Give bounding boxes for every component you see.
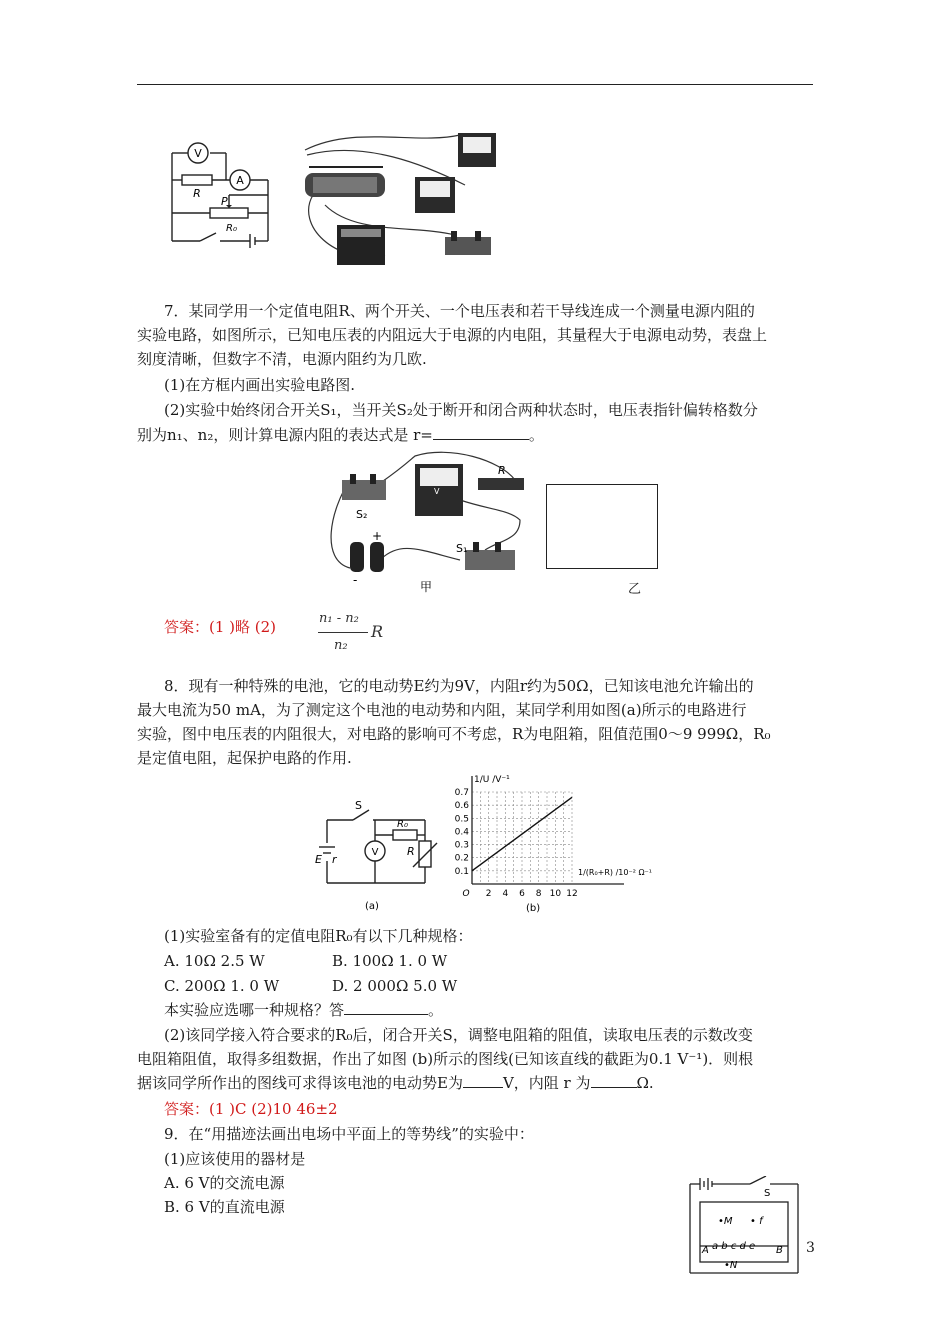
- y-tick-label: 0.5: [454, 814, 469, 825]
- switch-s-label: S: [764, 1188, 771, 1199]
- ammeter-label: A: [236, 174, 244, 187]
- q7-line3: 刻度清晰，但数字不清，电源内阻约为几欧.: [137, 350, 427, 368]
- emf-answer-blank[interactable]: [463, 1087, 503, 1088]
- switch-s-label: S: [355, 799, 362, 812]
- q7-answer-numerator: n₁ - n₂: [319, 611, 359, 626]
- q9-opt-b: B. 6 V的直流电源: [164, 1198, 285, 1216]
- q7-answer-fraction-bar: [318, 632, 368, 633]
- q9-line1: 9．在“用描迹法画出电场中平面上的等势线”的实验中：: [164, 1125, 534, 1143]
- q8-sub2a: (2)该同学接入符合要求的R₀后，闭合开关S，调整电阻箱的阻值，读取电压表的示数改变: [164, 1026, 753, 1044]
- q7-answer-box-yi: [546, 484, 658, 569]
- y-tick-label: 0.2: [454, 853, 469, 864]
- resistor-r-label: R: [498, 464, 506, 477]
- q8-circuit-a: [315, 795, 450, 915]
- internal-r-label: r: [332, 853, 337, 866]
- chart-x-title: 1/(R₀+R) /10⁻² Ω⁻¹: [578, 868, 652, 877]
- voltmeter-label: V: [194, 147, 202, 160]
- q8-sub2b: 电阻箱阻值，取得多组数据，作出了如图 (b)所示的图线(已知该直线的截距为0.1 V⁻¹)．则根: [137, 1050, 754, 1068]
- x-tick-label: 6: [519, 889, 525, 899]
- battery-minus-label: -: [353, 573, 358, 587]
- figure-jia-caption: 甲: [420, 580, 433, 594]
- rheostat-label: R₀: [226, 223, 237, 234]
- q7-answer: 答案：(1 )略 (2): [164, 618, 277, 636]
- q8-ask-text: 本实验应选哪一种规格？答: [164, 1001, 345, 1019]
- figure-yi-caption: 乙: [628, 582, 642, 597]
- chart-grid: [472, 792, 572, 884]
- x-tick-label: 4: [502, 889, 509, 899]
- resistance-box-label: R: [407, 845, 415, 858]
- slider-label: P: [221, 195, 228, 208]
- q7-sub2a: (2)实验中始终闭合开关S₁，当开关S₂处于断开和闭合两种状态时，电压表指针偏转格数分: [164, 401, 758, 419]
- r0-label: R₀: [397, 819, 408, 830]
- q9-sub1: (1)应该使用的器材是: [164, 1150, 306, 1168]
- figure-b-caption: (b): [526, 903, 541, 914]
- q8-opt-c: C. 200Ω 1. 0 W: [164, 977, 280, 995]
- electrode-a-label: A: [702, 1245, 709, 1256]
- q7-sub1: (1)在方框内画出实验电路图.: [164, 376, 356, 394]
- points-abcde-label: a b c d e: [712, 1241, 756, 1252]
- q8-sub2c-text3: Ω.: [636, 1074, 654, 1092]
- chart-y-ticks: [455, 788, 470, 877]
- spec-answer-blank[interactable]: [344, 1014, 428, 1015]
- q9-opt-a: A. 6 V的交流电源: [164, 1174, 285, 1192]
- q8-line4: 是定值电阻，起保护电路的作用.: [137, 749, 352, 767]
- q8-graph-b: [448, 772, 658, 917]
- voltmeter-v-label: V: [434, 487, 440, 496]
- electrode-b-label: B: [776, 1245, 783, 1256]
- q7-answer-r: R: [371, 622, 384, 641]
- chart-y-title: 1/U /V⁻¹: [474, 775, 510, 785]
- battery-plus-label: +: [372, 529, 383, 543]
- switch-s2-label: S₂: [356, 508, 368, 521]
- point-f-label: • f: [750, 1216, 763, 1227]
- q8-opt-b: B. 100Ω 1. 0 W: [332, 952, 448, 970]
- y-tick-label: 0.1: [454, 866, 469, 877]
- page-number: 3: [806, 1240, 815, 1256]
- q8-sub2c: [137, 1072, 654, 1094]
- q8-sub1: (1)实验室备有的定值电阻R₀有以下几种规格：: [164, 927, 473, 945]
- x-tick-label: 12: [566, 889, 578, 899]
- q8-line3: 实验，图中电压表的内阻很大，对电路的影响可不考虑，R为电阻箱，阻值范围0～9 999Ω，R₀: [137, 725, 771, 743]
- y-tick-label: 0.6: [454, 801, 469, 812]
- top-circuit-diagram: [160, 135, 290, 250]
- figure-a-caption: (a): [365, 901, 379, 912]
- q7-sub2b: [137, 424, 544, 446]
- voltmeter-label: V: [371, 847, 379, 858]
- q8-opt-d: D. 2 000Ω 5.0 W: [332, 977, 458, 995]
- answer-blank[interactable]: [433, 439, 529, 440]
- q7-apparatus-jia: [320, 450, 530, 595]
- emf-label: E: [315, 853, 322, 866]
- q8-opt-a: A. 10Ω 2.5 W: [164, 952, 265, 970]
- q8-ask: [164, 999, 443, 1021]
- x-tick-label: 10: [549, 889, 562, 899]
- switch-s1-label: S₁: [456, 542, 468, 555]
- y-tick-label: 0.3: [454, 840, 469, 851]
- resistance-answer-blank[interactable]: [591, 1087, 637, 1088]
- q7-sub2-end: 。: [528, 426, 544, 444]
- chart-x-ticks: [462, 889, 577, 899]
- q8-sub2c-text1: 据该同学所作出的图线可求得该电池的电动势E为: [137, 1074, 463, 1092]
- point-n-label: •N: [724, 1260, 738, 1271]
- q7-line1: 7．某同学用一个定值电阻R、两个开关、一个电压表和若干导线连成一个测量电源内阻的: [164, 302, 755, 320]
- x-tick-label: O: [462, 889, 470, 899]
- q8-sub2c-text2: V，内阻 r 为: [502, 1074, 591, 1092]
- q8-ask-end: 。: [428, 1001, 444, 1019]
- apparatus-illustration: [295, 125, 505, 270]
- q7-answer-denominator: n₂: [334, 638, 348, 653]
- q8-line1: 8．现有一种特殊的电池，它的电动势E约为9V，内阻r约为50Ω，已知该电池允许输出的: [164, 677, 754, 695]
- q7-sub2b-text: 别为n₁、n₂，则计算电源内阻的表达式是 r=: [137, 426, 433, 444]
- point-m-label: •M: [718, 1216, 733, 1227]
- q8-answer: 答案：(1 )C (2)10 46±2: [164, 1100, 338, 1118]
- y-tick-label: 0.7: [454, 788, 469, 798]
- x-tick-label: 2: [485, 889, 492, 899]
- q9-equipotential-figure: [686, 1176, 801, 1276]
- header-rule: [137, 84, 813, 85]
- q7-line2: 实验电路，如图所示，已知电压表的内阻远大于电源的内电阻，其量程大于电源电动势，表盘上: [137, 326, 768, 344]
- x-tick-label: 8: [535, 889, 542, 899]
- y-tick-label: 0.4: [454, 827, 469, 838]
- q8-line2: 最大电流为50 mA，为了测定这个电池的电动势和内阻，某同学利用如图(a)所示的电路进行: [137, 701, 747, 719]
- resistor-label: R: [193, 187, 201, 200]
